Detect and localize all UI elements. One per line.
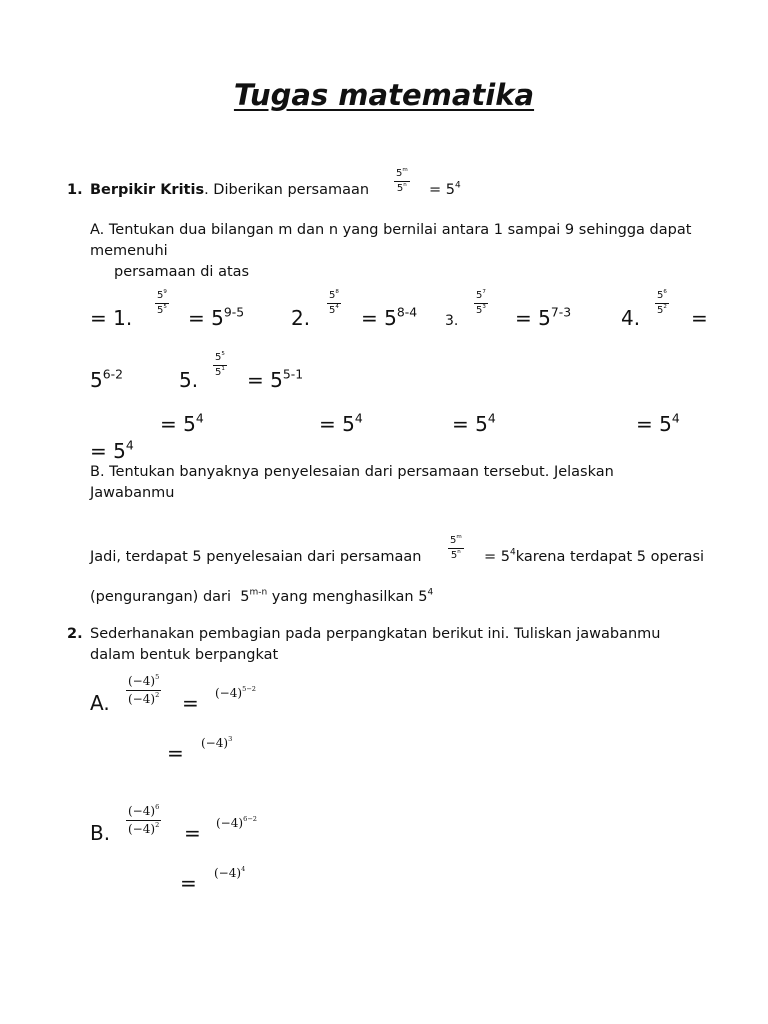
q1-equation-rhs: = $5^4$ [429, 180, 461, 198]
q2-a-label: A. [90, 691, 110, 715]
q2-b-step1: $(-4)^{6-2}$ [216, 815, 257, 830]
jadi-rhs: = $5^4karena$ terdapat 5 operasi [484, 547, 705, 565]
q2-a-equals: = [182, 691, 199, 715]
item1-result: = $5^{9-5}$ [188, 304, 245, 330]
q2-a-equals-2: = [167, 741, 184, 765]
q2-line1: Sederhanakan pembagian pada perpangkatan berikut ini. Tuliskan jawabanmu [90, 626, 661, 642]
q2-line2: dalam bentuk berpangkat [90, 647, 279, 663]
item3-label: 3. [445, 313, 459, 329]
item4-result: = [691, 306, 708, 330]
q1-a-line3: persamaan di atas [114, 264, 250, 280]
q1-equation-fraction: 5$^m$ 5$^n$ [396, 167, 408, 194]
result-2: = $5^4$ [319, 410, 363, 436]
item2-result: = $5^{8-4}$ [361, 304, 418, 330]
q2-b-equals: = [184, 821, 201, 845]
q1-a-line2: memenuhi [90, 243, 168, 259]
q1-number: 1. [67, 182, 83, 198]
q1-b-line2: Jawabanmu [90, 485, 175, 501]
q2-b-label: B. [90, 821, 111, 845]
item5-result: = $5^{5-1}$ [247, 366, 304, 392]
result-3: = $5^4$ [452, 410, 496, 436]
jadi-fraction: 5$^m$ 5$^n$ [450, 534, 462, 561]
q2-b-step2: $(-4)^4$ [214, 865, 246, 880]
item5-fraction: $5^5$ $5^1$ [215, 351, 225, 378]
q1-intro: Berpikir Kritis. Diberikan persamaan [90, 182, 370, 198]
q2-a-step1: $(-4)^{5-2}$ [215, 685, 256, 700]
result-1: = $5^4$ [160, 410, 204, 436]
item5-label: 5. [179, 368, 199, 392]
q2-a-fraction: $(-4)^5$ $(-4)^2$ [128, 673, 160, 706]
item4-result-wrap: 5$^{6-2}$ [90, 366, 123, 392]
q1-a-line1: A. Tentukan dua bilangan m dan n yang bernilai antara 1 sampai 9 sehingga dapat [90, 222, 692, 238]
item4-label: 4. [621, 306, 641, 330]
item3-result: = $5^{7-3}$ [515, 304, 572, 330]
item2-label: 2. [291, 306, 311, 330]
jadi-text: Jadi, terdapat 5 penyelesaian dari persamaan [90, 549, 422, 565]
q2-number: 2. [67, 626, 83, 642]
q2-b-fraction: $(-4)^6$ $(-4)^2$ [128, 803, 160, 836]
item2-fraction: $5^8$ $5^4$ [329, 289, 339, 316]
item1-label: = 1. [90, 306, 133, 330]
page-title: Tugas matematika [233, 78, 535, 112]
result-5: = $5^4$ [90, 437, 134, 463]
q2-b-equals-2: = [180, 871, 197, 895]
q1-b-line1: B. Tentukan banyaknya penyelesaian dari persamaan tersebut. Jelaskan [90, 464, 614, 480]
item3-fraction: $5^7$ $5^3$ [476, 289, 486, 316]
item4-fraction: $5^6$ $5^2$ [657, 289, 667, 316]
pengurangan-text: (pengurangan) dari 5$^{m-n}$ yang menghasilkan $5^4$ [90, 587, 434, 605]
q2-a-step2: $(-4)^3$ [201, 735, 233, 750]
result-4: = $5^4$ [636, 410, 680, 436]
item1-fraction: $5^9$ $5^5$ [157, 289, 167, 316]
